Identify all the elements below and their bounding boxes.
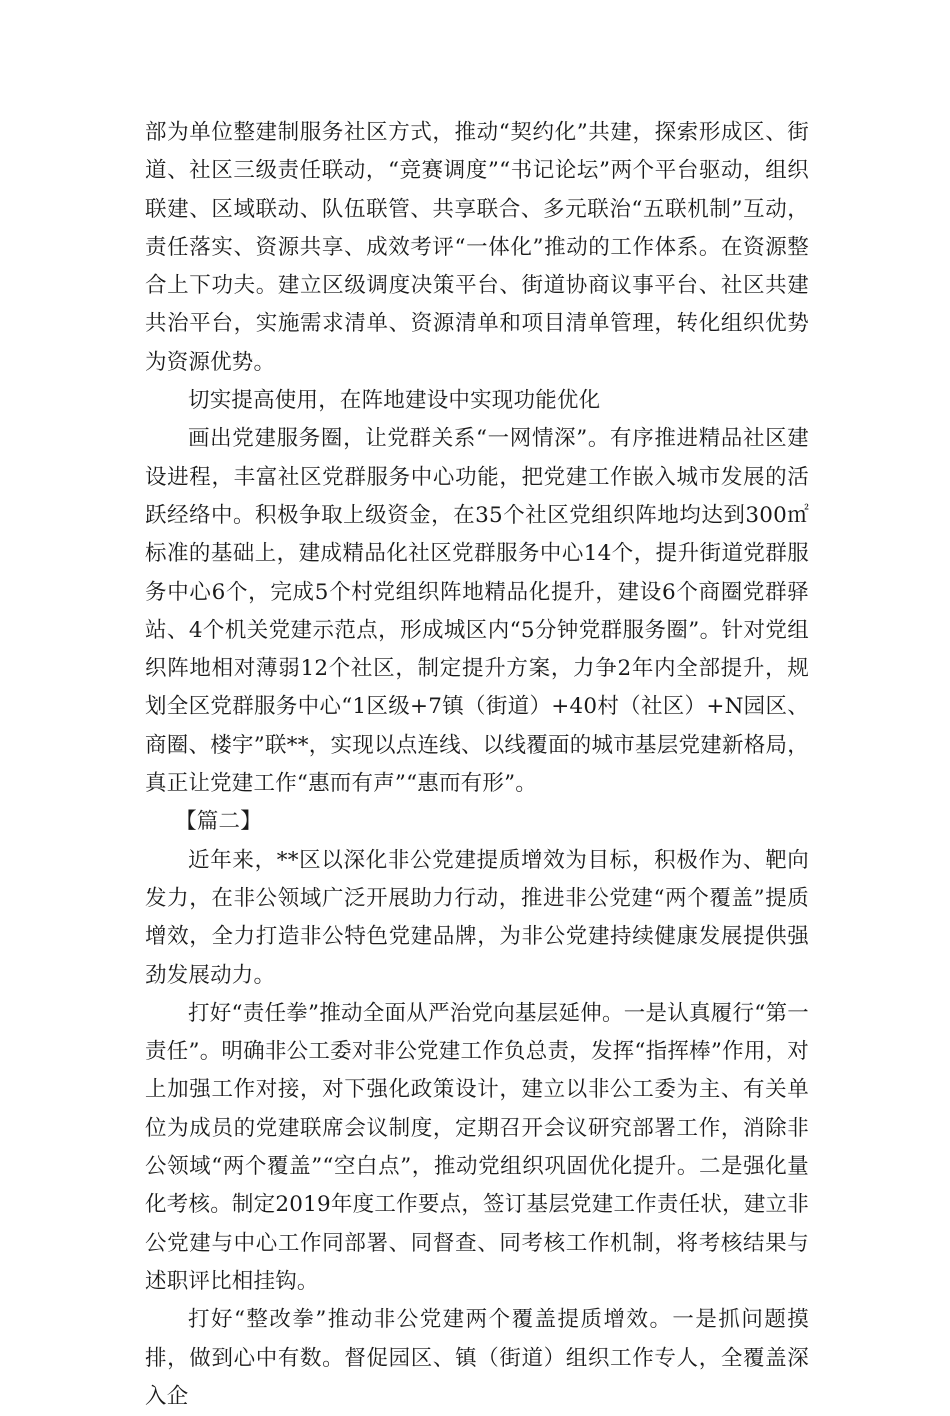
part-label: 【篇二】 [175,809,262,835]
paragraph: 打好“整改拳”推动非公党建两个覆盖提质增效。一是抓问题摸排，做到心中有数。督促园区、镇（街道）组织工作专人，全覆盖深入企 [145,1307,809,1409]
paragraph-continuation: 部为单位整建制服务社区方式，推动“契约化”共建，探索形成区、街道、社区三级责任联动，“竞赛调度”“书记论坛”两个平台驱动，组织联建、区域联动、队伍联管、共享联合、多元联治“五联机制”互动，责任落实、资源共享、成效考评“一体化”推动的工作体系。在资源整合上下功夫。建立区级调度决策平台、街道协商议事平台、社区共建共治平台，实施需求清单、资源清单和项目清单管理，转化组织优势为资源优势。 [145,120,809,375]
paragraph: 打好“责任拳”推动全面从严治党向基层延伸。一是认真履行“第一责任”。明确非公工委对非公党建工作负总责，发挥“指挥棒”作用，对上加强工作对接，对下强化政策设计，建立以非公工委为主、有关单位为成员的党建联席会议制度，定期召开会议研究部署工作，消除非公领域“两个覆盖”“空白点”，推动党组织巩固优化提升。二是强化量化考核。制定2019年度工作要点，签订基层党建工作责任状，建立非公党建与中心工作同部署、同督查、同考核工作机制，将考核结果与述职评比相挂钩。 [145,1000,809,1294]
document-body [145,114,809,1416]
paragraph: 画出党建服务圈，让党群关系“一网情深”。有序推进精品社区建设进程，丰富社区党群服务中心功能，把党建工作嵌入城市发展的活跃经络中。积极争取上级资金，在35个社区党组织阵地均达到300㎡标准的基础上，建成精品化社区党群服务中心14个，提升街道党群服务中心6个，完成5个村党组织阵地精品化提升，建设6个商圈党群驿站、4个机关党建示范点，形成城区内“5分钟党群服务圈”。针对党组织阵地相对薄弱12个社区，制定提升方案，力争2年内全部提升，规划全区党群服务中心“1区级+7镇（街道）+40村（社区）+N园区、商圈、楼宇”联**，实现以点连线、以线覆面的城市基层党建新格局，真正让党建工作“惠而有声”“惠而有形”。 [145,426,809,797]
section-heading: 切实提高使用，在阵地建设中实现功能优化 [188,388,601,414]
paragraph: 近年来，**区以深化非公党建提质增效为目标，积极作为、靶向发力，在非公领域广泛开展助力行动，推进非公党建“两个覆盖”提质增效，全力打造非公特色党建品牌，为非公党建持续健康发展提供强劲发展动力。 [145,847,809,988]
